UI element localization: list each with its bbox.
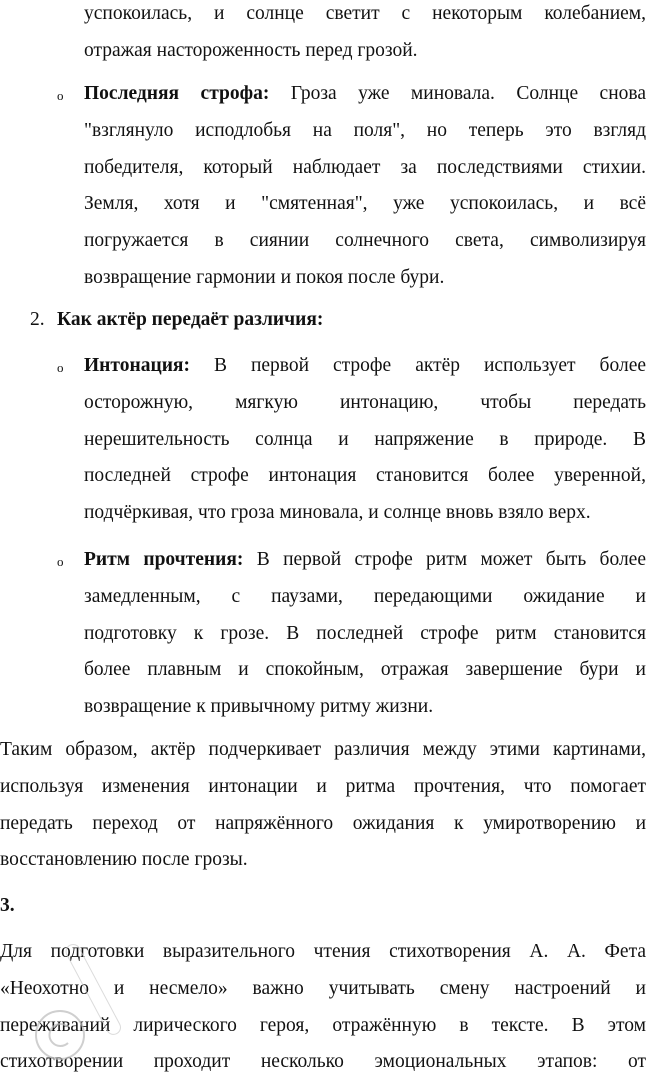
text-line: используя изменения интонации и ритма прочтения, что помогает <box>0 775 646 797</box>
intonation-item <box>84 348 646 532</box>
section-number: 3. <box>0 895 15 916</box>
text-line: более плавным и спокойным, отражая завершение бури и <box>84 659 646 681</box>
term: Последняя строфа: <box>84 83 270 104</box>
text-line: стихотворении проходит несколько эмоциональных этапов: от <box>0 1051 646 1073</box>
bullet-marker: o <box>57 360 64 375</box>
text-line: В первой строфе ритм может быть более <box>243 549 646 570</box>
text-line: Таким образом, актёр подчеркивает различия между этими картинами, <box>0 739 646 760</box>
text-line: последней строфе интонация становится более уверенной, <box>84 465 646 487</box>
text-line: Земля, хотя и "смятенная", уже успокоилась, и всё <box>84 193 646 215</box>
text-line: В первой строфе актёр использует более <box>189 355 646 376</box>
text-line: замедленным, с паузами, передающими ожидание и <box>84 585 646 607</box>
text-line: подготовку к грозе. В последней строфе ритм становится <box>84 622 646 644</box>
section3-paragraph <box>0 934 646 1081</box>
text-line: переживаний лирического героя, отражённую в тексте. В этом <box>0 1014 646 1036</box>
list-number: 2. <box>30 309 45 330</box>
last-stanza-item <box>84 76 646 297</box>
text-line: «Неохотно и несмело» важно учитывать смену настроений и <box>0 977 646 999</box>
text-line: осторожную, мягкую интонацию, чтобы передать <box>84 391 646 413</box>
text-line: передать переход от напряжённого ожидания к умиротворению и <box>0 812 646 834</box>
term: Интонация: <box>84 355 190 376</box>
text-line: погружается в сиянии солнечного света, символизируя <box>84 230 646 252</box>
text-line: Гроза уже миновала. Солнце снова <box>269 83 646 104</box>
text-line: успокоилась, и солнце светит с некоторым колебанием, <box>84 3 646 24</box>
text-line: отражая настороженность перед грозой. <box>84 39 418 61</box>
text-line: Для подготовки выразительного чтения стихотворения А. А. Фета <box>0 941 646 962</box>
conclusion-paragraph <box>0 732 646 879</box>
text-line: нерешительность солнца и напряжение в природе. В <box>84 428 646 450</box>
text-line: "взглянуло исподлобья на поля", но теперь это взгляд <box>84 119 646 141</box>
text-line: восстановлению после грозы. <box>0 849 248 871</box>
rhythm-item <box>84 542 646 726</box>
intro-paragraph <box>84 0 646 70</box>
text-line: возвращение к привычному ритму жизни. <box>84 696 434 718</box>
term: Ритм прочтения: <box>84 549 244 570</box>
text-line: подчёркивая, что гроза миновала, и солнце вновь взяло верх. <box>84 502 591 524</box>
text-line: возвращение гармонии и покоя после бури. <box>84 266 445 288</box>
bullet-marker: o <box>57 88 64 103</box>
bullet-marker: o <box>57 554 64 569</box>
section-heading: Как актёр передаёт различия: <box>57 309 324 330</box>
text-line: победителя, который наблюдает за последствиями стихии. <box>84 156 646 178</box>
